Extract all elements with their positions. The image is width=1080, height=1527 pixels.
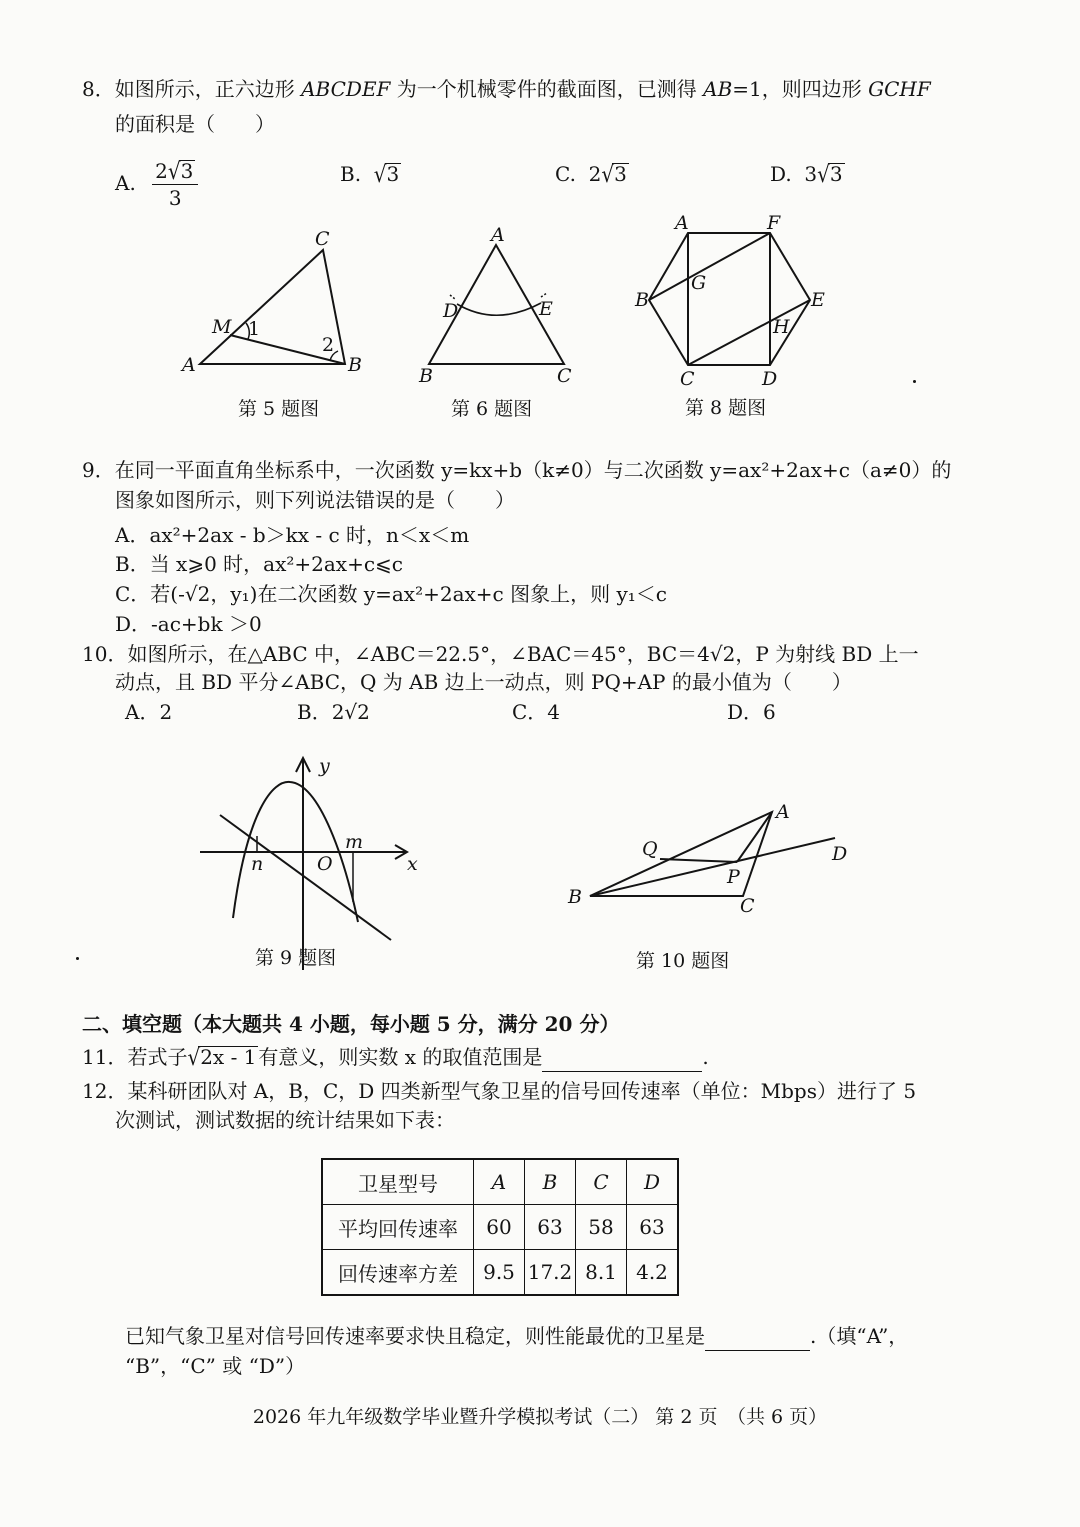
- table-cell: 4.2: [627, 1250, 679, 1296]
- table-cell: 9.5: [474, 1250, 525, 1296]
- fig9-label-o: O: [317, 853, 333, 875]
- table-row: [322, 1205, 678, 1250]
- table-cell: 63: [627, 1205, 679, 1250]
- fig10-label-q: Q: [642, 838, 658, 860]
- table-cell: 平均回传速率: [322, 1205, 474, 1250]
- satellite-stats-table: [321, 1158, 679, 1296]
- q10-stem-line1: 10．如图所示，在△ABC 中，∠ABC＝22.5°，∠BAC＝45°，BC＝4√2，P 为射线 BD 上一: [82, 642, 919, 666]
- fig6-label-c: C: [557, 365, 572, 387]
- q8-stem-line2: 的面积是（ ）: [115, 112, 275, 136]
- fig10-label-d: D: [832, 843, 848, 865]
- fig9-label-x: x: [407, 853, 418, 875]
- q9-stem-line2: 图象如图所示，则下列说法错误的是（ ）: [115, 488, 515, 512]
- q10-stem-line2: 动点，且 BD 平分∠ABC，Q 为 AB 边上一动点，则 PQ+AP 的最小值为（ ）: [115, 670, 852, 694]
- fig10-label-b: B: [568, 886, 582, 908]
- q10-option-d: D．6: [727, 700, 776, 724]
- section2-title: 二、填空题（本大题共 4 小题，每小题 5 分，满分 20 分）: [82, 1012, 620, 1036]
- fig5-label-2: 2: [322, 334, 335, 356]
- q12-answer-blank[interactable]: [705, 1322, 810, 1351]
- table-row: [322, 1250, 678, 1296]
- fig10-label-p: P: [727, 866, 740, 888]
- table-header-cell: A: [474, 1159, 525, 1205]
- figure-8: [625, 205, 840, 425]
- table-cell: 8.1: [576, 1250, 627, 1296]
- fig9-label-m: m: [345, 831, 364, 853]
- fig8-label-b: B: [635, 289, 649, 311]
- table-header-cell: 卫星型号: [322, 1159, 474, 1205]
- q12-stem-line2: 次测试，测试数据的统计结果如下表：: [115, 1108, 455, 1132]
- fig5-label-b: B: [348, 354, 362, 376]
- q12-after-line2: “B”，“C” 或 “D”）: [125, 1354, 306, 1378]
- fig8-label-d: D: [762, 368, 778, 390]
- table-header-cell: C: [576, 1159, 627, 1205]
- q10-option-b: B．2√2: [297, 700, 370, 724]
- page-footer: 2026 年九年级数学毕业暨升学模拟考试（二） 第 2 页 （共 6 页）: [252, 1406, 828, 1428]
- fig9-label-n: n: [251, 853, 264, 875]
- q9-option-a: A．ax²+2ax - b＞kx - c 时，n＜x＜m: [115, 523, 470, 547]
- stray-dot: [913, 380, 916, 383]
- q12-stem-line1: 12．某科研团队对 A，B，C，D 四类新型气象卫星的信号回传速率（单位：Mbps）进行了 5: [82, 1079, 917, 1103]
- q9-option-c: C．若(-√2，y₁)在二次函数 y=ax²+2ax+c 图象上，则 y₁＜c: [115, 582, 667, 606]
- fig9-caption: 第 9 题图: [255, 947, 337, 969]
- table-cell: 58: [576, 1205, 627, 1250]
- fig8-caption: 第 8 题图: [685, 397, 767, 419]
- q8-option-d: D. 3√3: [770, 160, 843, 188]
- figure-9: [195, 750, 435, 985]
- q11-stem: 11．若式子√2x - 1 有意义，则实数 x 的取值范围是 .: [82, 1043, 709, 1071]
- q8-option-c: C. 2√3: [555, 160, 627, 188]
- table-cell: 63: [525, 1205, 576, 1250]
- fig10-label-c: C: [740, 895, 755, 917]
- figure-5: [170, 225, 370, 425]
- figure-6: [405, 225, 595, 425]
- table-header-cell: D: [627, 1159, 679, 1205]
- table-cell: 回传速率方差: [322, 1250, 474, 1296]
- fig6-caption: 第 6 题图: [451, 398, 533, 420]
- fig5-label-c: C: [315, 228, 330, 250]
- stray-dot-2: [76, 957, 79, 960]
- table-header-cell: B: [525, 1159, 576, 1205]
- table-row: [322, 1159, 678, 1205]
- fig8-label-e: E: [811, 289, 825, 311]
- fig6-label-e: E: [539, 298, 553, 320]
- q9-option-b: B．当 x⩾0 时，ax²+2ax+c⩽c: [115, 552, 403, 576]
- fig8-label-a: A: [675, 212, 689, 234]
- q11-answer-blank[interactable]: [542, 1043, 702, 1072]
- fig8-label-c: C: [680, 368, 695, 390]
- table-cell: 60: [474, 1205, 525, 1250]
- q8-option-b: B. √3: [340, 160, 400, 188]
- fig8-label-f: F: [767, 212, 781, 234]
- table-cell: 17.2: [525, 1250, 576, 1296]
- fig5-label-m: M: [212, 316, 232, 338]
- fig8-label-h: H: [773, 316, 790, 338]
- fig9-label-y: y: [319, 755, 330, 777]
- fig10-label-a: A: [776, 801, 790, 823]
- q9-option-d: D．-ac+bk ＞0: [115, 612, 262, 636]
- q9-stem-line1: 9．在同一平面直角坐标系中，一次函数 y=kx+b（k≠0）与二次函数 y=ax²+2ax+c（a≠0）的: [82, 458, 952, 482]
- q8-stem-line1: 8．如图所示，正六边形 ABCDEF 为一个机械零件的截面图，已测得 AB=1，则四边形 GCHF: [82, 77, 931, 101]
- q8-option-a: A. $\frac{2√3}{3}$: [115, 158, 198, 211]
- fig5-caption: 第 5 题图: [238, 398, 320, 420]
- fig5-label-1: 1: [248, 318, 261, 340]
- fig5-label-a: A: [182, 354, 196, 376]
- fig8-label-g: G: [691, 272, 707, 294]
- figure-10: [560, 790, 860, 980]
- q10-option-a: A．2: [125, 700, 173, 724]
- q12-after-line1: 已知气象卫星对信号回传速率要求快且稳定，则性能最优的卫星是 .（填“A”，: [125, 1322, 908, 1351]
- fig6-label-a: A: [491, 225, 505, 246]
- fig6-label-d: D: [443, 300, 459, 322]
- fig10-caption: 第 10 题图: [636, 950, 730, 972]
- fig6-label-b: B: [419, 365, 433, 387]
- q10-option-c: C．4: [512, 700, 561, 724]
